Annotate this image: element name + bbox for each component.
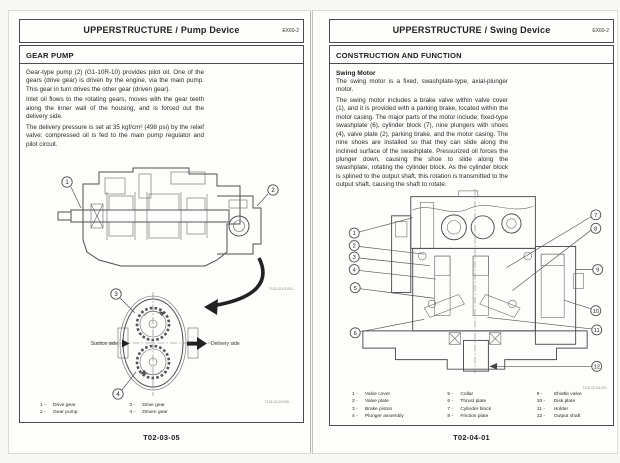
callout: [349, 265, 435, 280]
callout-number: 3: [352, 255, 356, 262]
legend-num: 2 -: [40, 409, 46, 415]
legend-item: [447, 391, 535, 398]
legend-label: Gear pump: [53, 409, 78, 415]
parts-legend: [40, 402, 168, 416]
header-title: UPPERSTRUCTURE / Pump Device: [83, 25, 240, 35]
callout-number: 1: [65, 180, 69, 187]
legend-num: 2 -: [352, 399, 358, 405]
legend-num: 10 -: [536, 399, 546, 405]
legend-num: 1 -: [40, 402, 46, 408]
callout-number: 5: [353, 285, 357, 292]
callout-number: 9: [596, 267, 600, 274]
legend-item: [537, 406, 582, 413]
legend-item: [537, 398, 582, 405]
callout-number: 1: [352, 231, 356, 238]
callout: [62, 177, 81, 208]
callout-number: 6: [353, 330, 357, 337]
suction-side-label: [91, 340, 130, 348]
subheading: Swing Motor: [336, 70, 376, 77]
paragraph: The swing motor is a fixed, swashplate-type, axial-plunger motor.: [336, 78, 508, 94]
delivery-side-label: [187, 337, 240, 350]
callout-number: 11: [593, 327, 600, 334]
callout: [564, 300, 601, 316]
legend-num: 6 -: [447, 399, 454, 405]
paragraph: The delivery pressure is set at 35 kgf/cm² (498 psi) by the relief valve; compressed oil is fed to the main pump regulator and pilot circuit.: [26, 123, 204, 148]
callout: [257, 185, 278, 206]
legend-num: 3 -: [352, 406, 358, 412]
legend-item: [40, 402, 128, 409]
paragraph: Gear-type pump (2) (G1-10R-10) provides pilot oil. One of the gears (drive gear) is driven by the engine, via the main pump. This gear in turn drives the other gear (driven gear).: [26, 69, 204, 93]
legend-item: [537, 391, 582, 398]
legend-label: Output shaft: [553, 413, 581, 419]
legend-num: 1 -: [352, 392, 358, 398]
body-text: [330, 64, 613, 190]
legend-label: Drive gear: [53, 402, 76, 408]
legend-num: 4 -: [129, 409, 136, 415]
callout: [576, 265, 603, 275]
content-box: [329, 45, 614, 426]
page-swing-device: [312, 10, 618, 454]
legend-num: 11 -: [536, 406, 545, 412]
figure-code: T102-02-03-006: [264, 400, 289, 404]
legend-item: [447, 398, 535, 405]
legend-label: Driven gear: [142, 409, 168, 415]
svg-text:Delivery side: Delivery side: [211, 341, 240, 347]
callout-number: 7: [594, 212, 598, 219]
legend-label: Drive gear: [142, 402, 165, 408]
callout-number: 10: [592, 308, 599, 315]
legend-num: 9 -: [536, 392, 543, 398]
content-box: [19, 45, 304, 423]
paragraph: The swing motor includes a brake valve within valve cover (1), and it is provided with a parking brake, located within the motor casing. The major parts of the motor include; fixed-type swashplate (6), cylinder block (7), nine plungers with shoes (4), valve plate (2), parking brake, and the motor casing. The nine shoes are installed so that they can slide along the inclined surface of the swashplate. Pressurized oil forces the plunger down, causing the shoe to slide along the swashplate, rotating the cylinder block. As the cylinder block is splined to the output shaft, this rotation is transmitted to the output shaft, causing the shaft to rotate.: [336, 96, 508, 189]
pilot-pump-drawing: [217, 196, 261, 254]
legend-item: [352, 413, 446, 420]
legend-label: Friction plate: [460, 413, 489, 419]
legend-num: 4 -: [352, 413, 358, 419]
callout-number: 8: [594, 226, 598, 233]
parts-legend: [352, 391, 582, 420]
legend-label: Disk plate: [553, 399, 576, 405]
swing-motor-figure: [336, 185, 614, 377]
page-number: T02-03-05: [143, 433, 180, 442]
legend-item: [129, 409, 167, 416]
gear-pump-figure: [20, 166, 304, 406]
callout-number: 2: [271, 188, 275, 195]
figure-code: T102-02-03-001: [268, 287, 293, 291]
paragraph: Inlet oil flows to the rotating gears, moves with the gear teeth along the inner wall of the housing, and is forced out the delivery side.: [26, 96, 204, 121]
svg-text:Suction side: Suction side: [90, 341, 118, 347]
callout-number: 4: [116, 392, 120, 399]
legend-label: Brake piston: [365, 406, 393, 412]
legend-label: Valve cover: [365, 392, 391, 398]
callout-number: 3: [114, 292, 118, 299]
section-title: CONSTRUCTION AND FUNCTION: [330, 46, 613, 64]
callout: [349, 252, 430, 266]
delivery-arrow-icon: [197, 337, 207, 350]
detail-arrow: [204, 258, 263, 315]
section-title: GEAR PUMP: [20, 46, 303, 64]
page-number: T02-04-01: [453, 433, 490, 442]
legend-num: 7 -: [447, 406, 454, 412]
legend-num: 3 -: [129, 402, 136, 408]
callout-number: 12: [593, 364, 600, 371]
legend-label: Valve plate: [365, 399, 389, 405]
legend-num: 12 -: [536, 413, 546, 419]
callout: [512, 223, 600, 290]
callout-number: 4: [352, 267, 356, 274]
callout: [487, 317, 601, 334]
legend-item: [352, 398, 446, 405]
callout: [489, 361, 601, 371]
model-badge: EX60-2: [592, 28, 609, 34]
header-title: UPPERSTRUCTURE / Swing Device: [392, 25, 551, 35]
pump-housing-drawing: [58, 168, 240, 266]
legend-label: Thrust plate: [460, 399, 487, 405]
model-badge: EX60-2: [282, 28, 299, 34]
legend-num: 5 -: [447, 392, 454, 398]
figure-code: T102-02-04-001: [582, 386, 607, 390]
legend-item: [537, 413, 582, 420]
legend-item: [40, 409, 128, 416]
legend-label: Holder: [553, 406, 569, 412]
legend-item: [352, 391, 446, 398]
page-header: [19, 19, 304, 43]
legend-label: Collar: [460, 392, 474, 398]
legend-label: Cylinder block: [460, 406, 492, 412]
legend-item: [447, 413, 535, 420]
legend-item: [129, 402, 167, 409]
suction-arrow-icon: [122, 340, 130, 348]
page-pump-device: [8, 10, 311, 454]
legend-num: 8 -: [447, 413, 454, 419]
callout: [111, 289, 135, 313]
body-text: [20, 64, 303, 149]
legend-item: [352, 406, 446, 413]
callout: [349, 218, 412, 238]
legend-label: Plunger assembly: [365, 413, 404, 419]
callout: [113, 372, 136, 399]
motor-housing-drawing: [363, 189, 587, 373]
legend-item: [447, 406, 535, 413]
callout-number: 2: [352, 243, 356, 250]
page-header: [329, 19, 614, 43]
legend-label: Shuttle valve: [553, 392, 582, 398]
